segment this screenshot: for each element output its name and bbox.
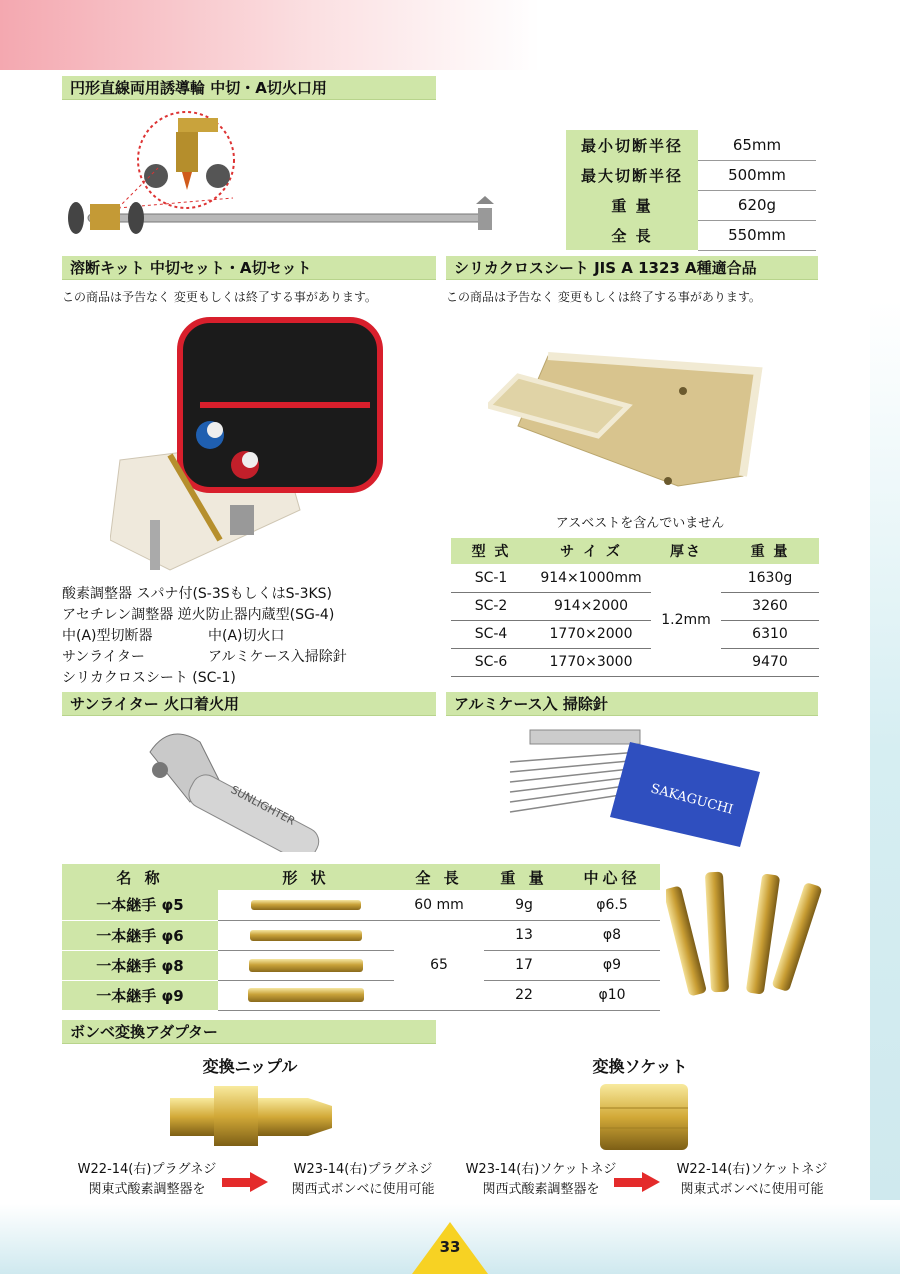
section-guide-wheel: 円形直線両用誘導輪 中切・A切火口用 — [62, 76, 436, 100]
table-header-row — [451, 538, 819, 564]
silica-cloth-table — [451, 538, 819, 677]
cell-weight: 13 — [484, 920, 564, 950]
cell-shape — [218, 920, 394, 950]
joint-shape-icon — [249, 959, 363, 972]
header-gradient — [0, 0, 900, 70]
nipple-from-note — [62, 1160, 232, 1200]
silica-cloth-image — [488, 336, 768, 496]
nipple-from-use: 関東式酸素調整器を — [88, 1182, 206, 1197]
col-diameter-header: 中心径 — [564, 864, 660, 890]
cell-model: SC-1 — [451, 564, 531, 592]
cell-shape — [218, 980, 394, 1010]
cell-diameter: φ6.5 — [564, 890, 660, 920]
socket-image — [596, 1078, 692, 1154]
cell-model: SC-4 — [451, 620, 531, 648]
spec-row — [566, 190, 816, 220]
cell-name: 一本継手 φ8 — [62, 950, 218, 980]
nipple-from-thread: W22-14(右)プラグネジ — [77, 1162, 217, 1177]
right-gradient — [870, 300, 900, 1200]
socket-from-thread: W23-14(右)ソケットネジ — [465, 1162, 617, 1177]
kit-item-row — [62, 647, 442, 668]
cell-model: SC-6 — [451, 648, 531, 676]
kit-item: 酸素調整器 スパナ付(S-3SもしくはS-3KS) — [62, 586, 333, 602]
spec-row — [566, 220, 816, 250]
table-header-row — [62, 864, 660, 890]
cleaner-needle-image — [500, 722, 780, 852]
joint-shape-icon — [250, 930, 362, 941]
spec-row — [566, 130, 816, 160]
socket-title: 変換ソケット — [592, 1057, 688, 1076]
notice-cloth: この商品は予告なく 変更もしくは終了する事があります。 — [446, 290, 761, 304]
kit-item: サンライター — [62, 649, 145, 665]
socket-to-note — [664, 1160, 840, 1200]
cell-weight: 3260 — [721, 592, 819, 620]
cell-diameter: φ8 — [564, 920, 660, 950]
guide-wheel-spec-table — [566, 130, 816, 251]
cell-name: 一本継手 φ9 — [62, 980, 218, 1010]
cell-weight: 17 — [484, 950, 564, 980]
cell-length-shared: 65 — [394, 920, 484, 1010]
cell-weight: 6310 — [721, 620, 819, 648]
spec-row — [566, 160, 816, 190]
col-weight-header: 重 量 — [721, 538, 819, 564]
section-sunlighter: サンライター 火口着火用 — [62, 692, 436, 716]
kit-item: 中(A)切火口 — [208, 628, 285, 644]
cell-weight: 9g — [484, 890, 564, 920]
joint-shape-icon — [251, 900, 361, 910]
section-aluminium-case: アルミケース入 掃除針 — [446, 692, 818, 716]
table-row — [451, 648, 819, 676]
table-row — [62, 890, 660, 920]
nipple-to-note — [278, 1160, 448, 1200]
kit-item: アルミケース入掃除針 — [208, 649, 347, 665]
cell-size: 914×1000mm — [531, 564, 651, 592]
right-arrow-icon — [614, 1172, 662, 1192]
notice-kit: この商品は予告なく 変更もしくは終了する事があります。 — [62, 290, 377, 304]
nipple-to-thread: W23-14(右)プラグネジ — [293, 1162, 433, 1177]
section-adapter: ボンベ変換アダプター — [62, 1020, 436, 1044]
cell-size: 1770×3000 — [531, 648, 651, 676]
spec-label: 全 長 — [566, 220, 698, 250]
nipple-title: 変換ニップル — [202, 1057, 298, 1076]
kit-item-row — [62, 626, 442, 647]
col-shape-header: 形 状 — [218, 864, 394, 890]
spec-label: 重 量 — [566, 190, 698, 220]
table-row — [62, 980, 660, 1010]
cell-diameter: φ10 — [564, 980, 660, 1010]
section-cutting-kit: 溶断キット 中切セット・A切セット — [62, 256, 436, 280]
cell-name: 一本継手 φ5 — [62, 890, 218, 920]
nipple-image — [164, 1080, 344, 1150]
spec-value: 65mm — [698, 130, 816, 160]
cell-model: SC-2 — [451, 592, 531, 620]
kit-item: シリカクロスシート (SC-1) — [62, 670, 236, 686]
cell-thickness: 1.2mm — [651, 564, 721, 676]
kit-item: アセチレン調整器 逆火防止器内蔵型(SG-4) — [62, 607, 335, 623]
nipple-to-use: 関西式ボンベに使用可能 — [291, 1182, 435, 1197]
spec-label: 最小切断半径 — [566, 130, 698, 160]
cell-shape — [218, 950, 394, 980]
spec-value: 500mm — [698, 160, 816, 190]
cell-diameter: φ9 — [564, 950, 660, 980]
joint-table — [62, 864, 660, 1011]
col-length-header: 全 長 — [394, 864, 484, 890]
socket-to-use: 関東式ボンベに使用可能 — [680, 1182, 824, 1197]
col-name-header: 名 称 — [62, 864, 218, 890]
cell-weight: 22 — [484, 980, 564, 1010]
cell-length: 60 mm — [394, 890, 484, 920]
kit-contents-list — [62, 584, 442, 689]
spec-value: 550mm — [698, 220, 816, 250]
cell-weight: 9470 — [721, 648, 819, 676]
col-thickness-header: 厚さ — [651, 538, 721, 564]
socket-from-use: 関西式酸素調整器を — [482, 1182, 600, 1197]
cell-size: 914×2000 — [531, 592, 651, 620]
cell-size: 1770×2000 — [531, 620, 651, 648]
col-model-header: 型 式 — [451, 538, 531, 564]
kit-item: 中(A)型切断器 — [62, 628, 153, 644]
socket-from-note — [458, 1160, 624, 1200]
socket-to-thread: W22-14(右)ソケットネジ — [676, 1162, 828, 1177]
right-arrow-icon — [222, 1172, 270, 1192]
table-row — [451, 620, 819, 648]
cell-shape — [218, 890, 394, 920]
page-number: 33 — [439, 1238, 461, 1256]
col-size-header: サ イ ズ — [531, 538, 651, 564]
cleaner-brand-text: SAKAGUCHI — [648, 781, 735, 818]
joints-image — [666, 866, 826, 1006]
section-silica-cloth: シリカクロスシート JIS A 1323 A種適合品 — [446, 256, 818, 280]
spec-label: 最大切断半径 — [566, 160, 698, 190]
cutting-kit-image — [110, 310, 400, 580]
table-row — [451, 564, 819, 592]
cell-name: 一本継手 φ6 — [62, 920, 218, 950]
sunlighter-stamp: SUNLIGHTER — [228, 783, 298, 828]
col-weight-header: 重 量 — [484, 864, 564, 890]
sunlighter-image — [130, 722, 350, 852]
table-row — [62, 950, 660, 980]
joint-shape-icon — [248, 988, 364, 1002]
asbestos-note: アスベストを含んでいません — [555, 516, 725, 531]
spec-value: 620g — [698, 190, 816, 220]
table-row — [62, 920, 660, 950]
cell-weight: 1630g — [721, 564, 819, 592]
table-row — [451, 592, 819, 620]
guide-wheel-image — [58, 108, 508, 258]
